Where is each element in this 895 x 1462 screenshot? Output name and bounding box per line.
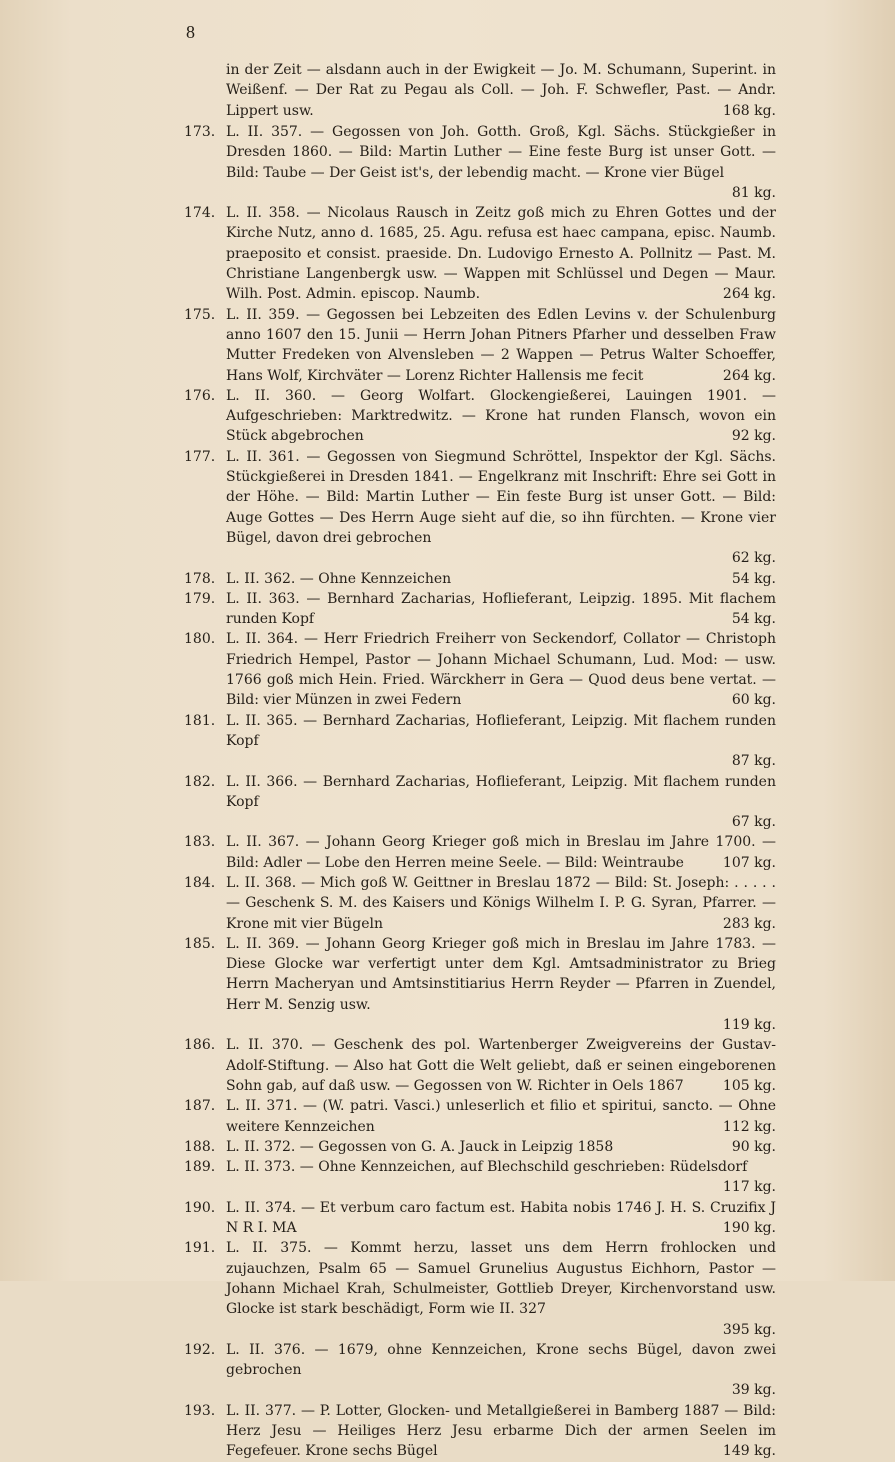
- entry-number: 183.: [184, 834, 216, 851]
- bell-entry: [184, 711, 776, 772]
- entry-number: 189.: [184, 1159, 216, 1176]
- entry-weight: 67 kg.: [731, 814, 776, 831]
- bell-entry: [184, 934, 776, 1035]
- bell-entry: [184, 873, 776, 934]
- entry-number: 191.: [184, 1240, 216, 1257]
- entry-weight: 149 kg.: [722, 1443, 776, 1460]
- continued-entry-text: in der Zeit — alsdann auch in der Ewigkeit — Jo. M. Schumann, Superint. in Weißenf. — Der Rat zu Pegau als Coll. — Joh. F. Schwefler, Past. — Andr. Lippert usw.: [226, 62, 776, 119]
- entry-weight: 90 kg.: [731, 1138, 776, 1155]
- entry-number: 187.: [184, 1098, 216, 1115]
- entry-number: 181.: [184, 712, 216, 729]
- entry-weight: 87 kg.: [731, 753, 776, 770]
- bell-entry: [184, 1198, 776, 1239]
- bell-entry-list: [184, 122, 776, 1462]
- entry-text: L. II. 366. — Bernhard Zacharias, Hoflieferant, Leipzig. Mit flachem runden Kopf: [226, 773, 776, 810]
- entry-text: L. II. 373. — Ohne Kennzeichen, auf Blechschild geschrieben: Rüdelsdorf: [226, 1159, 748, 1176]
- entry-text: L. II. 375. — Kommt herzu, lasset uns dem Herrn frohlocken und zujauchzen, Psalm 65 — Samuel Grunelius Augustus Eichhorn, Pastor — Johann Michael Krah, Schulmeister, Gottlieb Dreyer, Kirchenvorstand usw. Glocke ist stark beschädigt, Form wie II. 327: [226, 1240, 776, 1318]
- entry-weight: 92 kg.: [731, 428, 776, 445]
- bell-entry: [184, 772, 776, 833]
- entry-weight: 190 kg.: [722, 1220, 776, 1237]
- entry-text: L. II. 357. — Gegossen von Joh. Gotth. Groß, Kgl. Sächs. Stückgießer in Dresden 1860. — Bild: Martin Luther — Eine feste Burg ist unser Gott. — Bild: Taube — Der Geist ist's, der lebendig macht. — Krone vier Bügel: [226, 124, 776, 181]
- entry-weight: 105 kg.: [722, 1077, 776, 1094]
- entry-number: 182.: [184, 773, 216, 790]
- entry-text: L. II. 372. — Gegossen von G. A. Jauck in Leipzig 1858: [226, 1138, 614, 1155]
- entry-text: L. II. 377. — P. Lotter, Glocken- und Metallgießerei in Bamberg 1887 — Bild: Herz Jesu — Heiliges Herz Jesu erbarme Dich der armen Seelen im Fegefeuer. Krone sechs Bügel: [226, 1402, 776, 1460]
- bell-entry: [184, 447, 776, 569]
- bell-entry: [184, 569, 776, 589]
- entry-text: L. II. 364. — Herr Friedrich Freiherr von Seckendorf, Collator — Christoph Friedrich Hempel, Pastor — Johann Michael Schumann, Lud. Mod: — usw. 1766 goß mich Hein. Fried. Wärckherr in Gera — Quod deus bene vertat. — Bild: vier Münzen in zwei Federn: [226, 631, 776, 709]
- entry-weight: 117 kg.: [722, 1179, 776, 1196]
- entry-weight: 264 kg.: [722, 286, 776, 303]
- entry-weight: 81 kg.: [731, 184, 776, 201]
- bell-entry: [184, 1035, 776, 1096]
- entry-number: 173.: [184, 124, 216, 140]
- entry-number: 186.: [184, 1037, 216, 1054]
- entry-number: 193.: [184, 1402, 216, 1419]
- bell-entry: [184, 305, 776, 386]
- bell-entry: [184, 589, 776, 630]
- entry-number: 178.: [184, 570, 216, 587]
- entry-number: 179.: [184, 590, 216, 607]
- entry-text: L. II. 359. — Gegossen bei Lebzeiten des Edlen Levins v. der Schulenburg anno 1607 den 15. Junii — Herrn Johan Pitners Pfarher und desselben Fraw Mutter Fredeken von Alvensleben — 2 Wappen — Petrus Walter Schoeffer, Hans Wolf, Kirchväter — Lorenz Richter Hallensis me fecit: [226, 306, 776, 384]
- entry-text: L. II. 363. — Bernhard Zacharias, Hoflieferant, Leipzig. 1895. Mit flachem runden Kopf: [226, 590, 776, 628]
- entry-weight: 395 kg.: [722, 1321, 776, 1338]
- entry-text: L. II. 374. — Et verbum caro factum est. Habita nobis 1746 J. H. S. Cruzifix J N R I. MA: [226, 1199, 776, 1237]
- entry-text: L. II. 368. — Mich goß W. Geittner in Breslau 1872 — Bild: St. Joseph: . . . . . — Geschenk S. M. des Kaisers und Königs Wilhelm I. P. G. Syran, Pfarrer. — Krone mit vier Bügeln: [226, 874, 776, 932]
- entry-number: 185.: [184, 935, 216, 952]
- entry-number: 192.: [184, 1341, 216, 1358]
- entry-number: 176.: [184, 387, 216, 404]
- entry-weight: 107 kg.: [722, 854, 776, 871]
- bell-entry: [184, 629, 776, 710]
- entry-number: 177.: [184, 448, 216, 465]
- bell-entry: [184, 386, 776, 447]
- bell-entry: [184, 1096, 776, 1137]
- entry-number: 180.: [184, 631, 216, 648]
- bell-entry: [184, 1238, 776, 1339]
- entry-number: 190.: [184, 1199, 216, 1216]
- continued-entry-weight: 168 kg.: [722, 102, 776, 119]
- entry-text: L. II. 358. — Nicolaus Rausch in Zeitz goß mich zu Ehren Gottes und der Kirche Nutz, anno d. 1685, 25. Agu. refusa est haec campana, episc. Naumb. praeposito et consist. praeside. Dn. Ludovigo Ernesto A. Pollnitz — Past. M. Christiane Langenbergk usw. — Wappen mit Schlüssel und Degen — Maur. Wilh. Post. Admin. episcop. Naumb.: [226, 205, 776, 303]
- entry-text: L. II. 360. — Georg Wolfart. Glockengießerei, Lauingen 1901. — Aufgeschrieben: Marktredwitz. — Krone hat runden Flansch, wovon ein Stück abgebrochen: [226, 387, 776, 445]
- bell-entry: [184, 832, 776, 873]
- entry-text: L. II. 376. — 1679, ohne Kennzeichen, Krone sechs Bügel, davon zwei gebrochen: [226, 1341, 776, 1379]
- entry-number: 175.: [184, 306, 216, 323]
- entry-weight: 62 kg.: [731, 550, 776, 567]
- entry-weight: 39 kg.: [731, 1382, 776, 1399]
- bell-entry: [184, 203, 776, 304]
- entry-number: 184.: [184, 874, 216, 891]
- continued-entry: [226, 60, 776, 121]
- entry-weight: 264 kg.: [722, 367, 776, 384]
- entry-number: 174.: [184, 205, 216, 222]
- bell-entry: [184, 1401, 776, 1462]
- entry-text: L. II. 370. — Geschenk des pol. Wartenberger Zweigvereins der Gustav-Adolf-Stiftung. — Also hat Gott die Welt geliebt, daß er seinen eingeborenen Sohn gab, auf daß usw. — Gegossen von W. Richter in Oels 1867: [226, 1037, 776, 1094]
- entry-weight: 54 kg.: [731, 611, 776, 628]
- entry-text: L. II. 369. — Johann Georg Krieger goß mich in Breslau im Jahre 1783. — Diese Glocke war verfertigt unter dem Kgl. Amtsadministrator zu Brieg Herrn Macheryan und Amtsinstitiarius Herrn Reyder — Pfarren in Zuendel, Herr M. Senzig usw.: [226, 935, 776, 1013]
- bell-entry: [184, 1157, 776, 1198]
- entry-weight: 54 kg.: [731, 570, 776, 587]
- entry-weight: 119 kg.: [722, 1017, 776, 1034]
- entry-weight: 60 kg.: [731, 692, 776, 709]
- entry-text: L. II. 367. — Johann Georg Krieger goß mich in Breslau im Jahre 1700. — Bild: Adler — Lobe den Herren meine Seele. — Bild: Weintraube: [226, 834, 776, 871]
- entry-text: L. II. 371. — (W. patri. Vasci.) unleserlich et filio et spiritui, sancto. — Ohne weitere Kennzeichen: [226, 1098, 776, 1135]
- entry-number: 188.: [184, 1138, 216, 1155]
- bell-entry: [184, 1137, 776, 1157]
- bell-entry: [184, 122, 776, 203]
- entry-weight: 283 kg.: [722, 915, 776, 932]
- page-number: 8: [186, 22, 195, 42]
- entry-text: L. II. 361. — Gegossen von Siegmund Schröttel, Inspektor der Kgl. Sächs. Stückgießerei in Dresden 1841. — Engelkranz mit Inschrift: Ehre sei Gott in der Höhe. — Bild: Martin Luther — Ein feste Burg ist unser Gott. — Bild: Auge Gottes — Des Herrn Auge sieht auf die, so ihn fürchten. — Krone vier Bügel, davon drei gebrochen: [226, 448, 776, 546]
- bell-entry: [184, 1340, 776, 1401]
- entry-weight: 112 kg.: [722, 1118, 776, 1135]
- entry-text: L. II. 362. — Ohne Kennzeichen: [226, 570, 452, 587]
- entry-text: L. II. 365. — Bernhard Zacharias, Hoflieferant, Leipzig. Mit flachem runden Kopf: [226, 712, 776, 749]
